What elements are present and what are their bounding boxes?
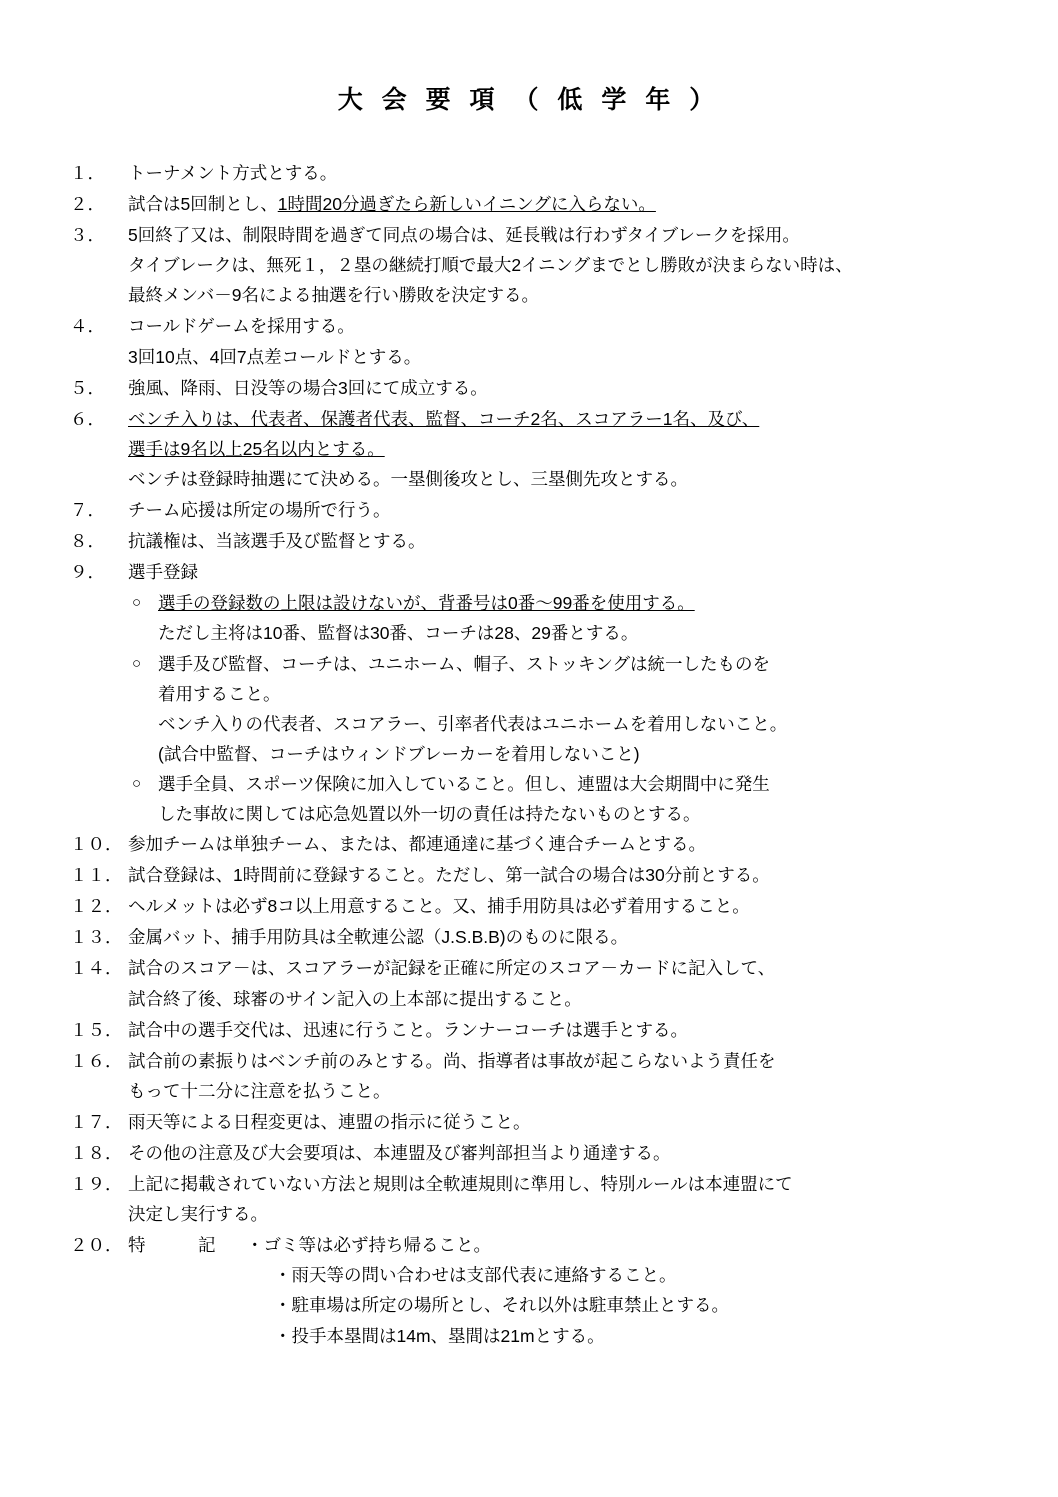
rule-body (128, 158, 988, 188)
rule-sub-item (132, 769, 988, 829)
rule-item (70, 829, 988, 859)
rule-number: １７． (70, 1111, 123, 1132)
rule-line (128, 1107, 988, 1137)
page-title: 大 会 要 項 （ 低 学 年 ） (337, 86, 721, 114)
rule-item (70, 1169, 988, 1229)
note-line: ・雨天等の問い合わせは支部代表に連絡すること。 (274, 1265, 677, 1286)
rule-text: 試合は5回制とし、 (128, 194, 278, 215)
rule-item (70, 953, 988, 1013)
rule-sub-text: 選手の登録数の上限は設けないが、背番号は0番～99番を使用する。 (158, 593, 695, 614)
rule-body (128, 495, 988, 525)
rule-line (128, 464, 988, 494)
rule-number: ４． (70, 316, 105, 337)
rule-line (128, 953, 988, 983)
rule-item (70, 891, 988, 921)
rule-item (70, 1015, 988, 1045)
rule-line (128, 1138, 988, 1168)
rule-sub-line (158, 799, 988, 829)
rule-line (128, 434, 988, 464)
rule-sub-line (158, 618, 988, 648)
rule-number: ８． (70, 531, 105, 552)
rule-line (128, 311, 988, 341)
rule-text: ベンチは登録時抽選にて決める。一塁側後攻とし、三塁側先攻とする。 (128, 468, 688, 489)
rule-line (128, 220, 988, 250)
rule-item (70, 311, 988, 371)
rule-line (128, 1169, 988, 1199)
rule-body (128, 891, 988, 921)
rule-sub-item (132, 649, 988, 769)
rule-sub-body (158, 649, 988, 769)
rule-item (70, 1046, 988, 1106)
rule-text: ヘルメットは必ず8コ以上用意すること。又、捕手用防具は必ず着用すること。 (128, 896, 750, 917)
rule-number: １０． (70, 834, 123, 855)
rule-body (128, 311, 988, 371)
rules-list (70, 158, 988, 1229)
rule-number: １２． (70, 896, 123, 917)
rule-body (128, 189, 988, 219)
rule-number: ５． (70, 377, 105, 398)
rule-sub-line (158, 769, 988, 799)
rule-body (128, 1107, 988, 1137)
rule-number: １９． (70, 1174, 123, 1195)
rule-sub-text: した事故に関しては応急処置以外一切の責任は持たないものとする。 (158, 803, 701, 824)
rule-line (128, 373, 988, 403)
rule-sub-text: 選手及び監督、コーチは、ユニホーム、帽子、ストッキングは統一したものを (158, 653, 770, 674)
rule-line (128, 280, 988, 310)
rule-item (70, 557, 988, 587)
rule-line (128, 891, 988, 921)
rule-sub-text: 選手全員、スポーツ保険に加入していること。但し、連盟は大会期間中に発生 (158, 773, 770, 794)
rule-sub-line (158, 649, 988, 679)
rule-sub-line (158, 709, 988, 739)
rule-text-emphasis: 1時間20分過ぎたら新しいイニングに入らない。 (277, 194, 656, 215)
note-line: ・駐車場は所定の場所とし、それ以外は駐車禁止とする。 (274, 1295, 729, 1316)
rule-body (128, 860, 988, 890)
rule-text: 選手は9名以上25名以内とする。 (128, 438, 385, 459)
rule-line (128, 495, 988, 525)
rule-body (128, 526, 988, 556)
rule-item (70, 404, 988, 494)
rule-line (128, 922, 988, 952)
circle-bullet-icon: ○ (132, 594, 142, 612)
rule-item (70, 526, 988, 556)
rule-line (128, 526, 988, 556)
rule-text: 抗議権は、当該選手及び監督とする。 (128, 531, 426, 552)
rule-text: 上記に掲載されていない方法と規則は全軟連規則に準用し、特別ルールは本連盟にて (128, 1174, 793, 1195)
rule-item (70, 158, 988, 188)
rule-sub-text: 着用すること。 (158, 683, 281, 704)
rule-line (128, 342, 988, 372)
rule-line (128, 557, 988, 587)
rule-sub-body (158, 588, 988, 648)
rule-sub-text: ただし主将は10番、監督は30番、コーチは28、29番とする。 (158, 623, 639, 644)
rule-number: ２． (70, 194, 105, 215)
rule-number: ９． (70, 562, 105, 583)
circle-bullet-icon: ○ (132, 774, 142, 792)
note-line: ・投手本塁間は14m、塁間は21mとする。 (274, 1325, 605, 1346)
rule-item (70, 1138, 988, 1168)
rule-text: 最終メンバ－9名による抽選を行い勝敗を決定する。 (128, 285, 540, 306)
rule-sub-line (158, 739, 988, 769)
rule-text: 参加チームは単独チーム、または、都連通達に基づく連合チームとする。 (128, 834, 707, 855)
circle-bullet-icon: ○ (132, 654, 142, 672)
rule-text: 金属バット、捕手用防具は全軟連公認（J.S.B.B)のものに限る。 (128, 927, 629, 948)
rule-number: １６． (70, 1050, 123, 1071)
rule-body (128, 373, 988, 403)
rule-text: 試合前の素振りはベンチ前のみとする。尚、指導者は事故が起こらないよう責任を (128, 1050, 776, 1071)
rule-line (128, 404, 988, 434)
rule-body (128, 404, 988, 494)
rule-sub-line (158, 588, 988, 618)
rule-body (128, 1015, 988, 1045)
note-item (70, 1230, 988, 1350)
rule-item (70, 860, 988, 890)
rule-body (128, 220, 988, 310)
rule-text: もって十二分に注意を払うこと。 (128, 1080, 391, 1101)
rule-line (128, 984, 988, 1014)
rule-number: １１． (70, 865, 123, 886)
rule-sub-item (132, 588, 988, 648)
rule-number: １． (70, 163, 105, 183)
rule-sub-text: (試合中監督、コーチはウィンドブレーカーを着用しないこと) (158, 743, 640, 764)
rule-item (70, 189, 988, 219)
rule-number: ３． (70, 225, 105, 246)
rule-line (128, 189, 988, 219)
rule-text: 試合中の選手交代は、迅速に行うこと。ランナーコーチは選手とする。 (128, 1019, 688, 1040)
rule-line (128, 829, 988, 859)
rule-text: 決定し実行する。 (128, 1204, 268, 1225)
rule-body (128, 1046, 988, 1106)
rule-number: １４． (70, 958, 123, 979)
rule-line (128, 158, 988, 188)
rule-text: 強風、降雨、日没等の場合3回にて成立する。 (128, 377, 488, 398)
rule-number: １５． (70, 1019, 123, 1040)
rule-body (128, 922, 988, 952)
rule-line (128, 250, 988, 280)
note-line: ・ゴミ等は必ず持ち帰ること。 (246, 1235, 491, 1256)
rule-line (128, 1199, 988, 1229)
rule-item (70, 1107, 988, 1137)
rule-line (128, 860, 988, 890)
rule-item (70, 495, 988, 525)
rule-text: タイブレークは、無死１，２塁の継続打順で最大2イニングまでとし勝敗が決まらない時は、 (128, 255, 853, 276)
rule-item (70, 922, 988, 952)
rule-item (70, 220, 988, 310)
note-section (70, 1230, 988, 1350)
rule-body (128, 953, 988, 1013)
rule-number: ６． (70, 408, 105, 429)
rule-text: コールドゲームを採用する。 (128, 316, 355, 337)
rule-sub-text: ベンチ入りの代表者、スコアラー、引率者代表はユニホームを着用しないこと。 (158, 713, 788, 734)
note-lines (246, 1230, 988, 1350)
rule-body (128, 829, 988, 859)
rule-sub-body (158, 769, 988, 829)
rule-text: 選手登録 (128, 562, 198, 583)
rule-text: 試合登録は、1時間前に登録すること。ただし、第一試合の場合は30分前とする。 (128, 865, 770, 886)
rule-body (128, 1169, 988, 1229)
rule-text: 雨天等による日程変更は、連盟の指示に従うこと。 (128, 1111, 531, 1132)
rule-line (128, 1046, 988, 1076)
rule-item (70, 373, 988, 403)
rule-text: 3回10点、4回7点差コールドとする。 (128, 346, 422, 367)
rule-line (128, 1076, 988, 1106)
rule-line (128, 1015, 988, 1045)
rule-number: ７． (70, 500, 105, 521)
rule-text: 試合のスコア－は、スコアラーが記録を正確に所定のスコア－カードに記入して、 (128, 958, 776, 979)
note-label: 特 記 (128, 1235, 216, 1256)
note-number: ２０． (70, 1235, 123, 1256)
rule-text: 5回終了又は、制限時間を過ぎて同点の場合は、延長戦は行わずタイブレークを採用。 (128, 225, 800, 246)
rule-text: トーナメント方式とする。 (128, 163, 338, 183)
rule-body (128, 557, 988, 587)
rule-number: １８． (70, 1143, 123, 1163)
rule-text: 試合終了後、球審のサイン記入の上本部に提出すること。 (128, 988, 582, 1009)
rule-text: ベンチ入りは、代表者、保護者代表、監督、コーチ2名、スコアラー1名、及び、 (128, 408, 760, 429)
rule-number: １３． (70, 927, 123, 948)
rule-text: その他の注意及び大会要項は、本連盟及び審判部担当より通達する。 (128, 1143, 671, 1163)
rule-sub-line (158, 679, 988, 709)
rule-body (128, 1138, 988, 1168)
rule-text: チーム応援は所定の場所で行う。 (128, 500, 391, 521)
